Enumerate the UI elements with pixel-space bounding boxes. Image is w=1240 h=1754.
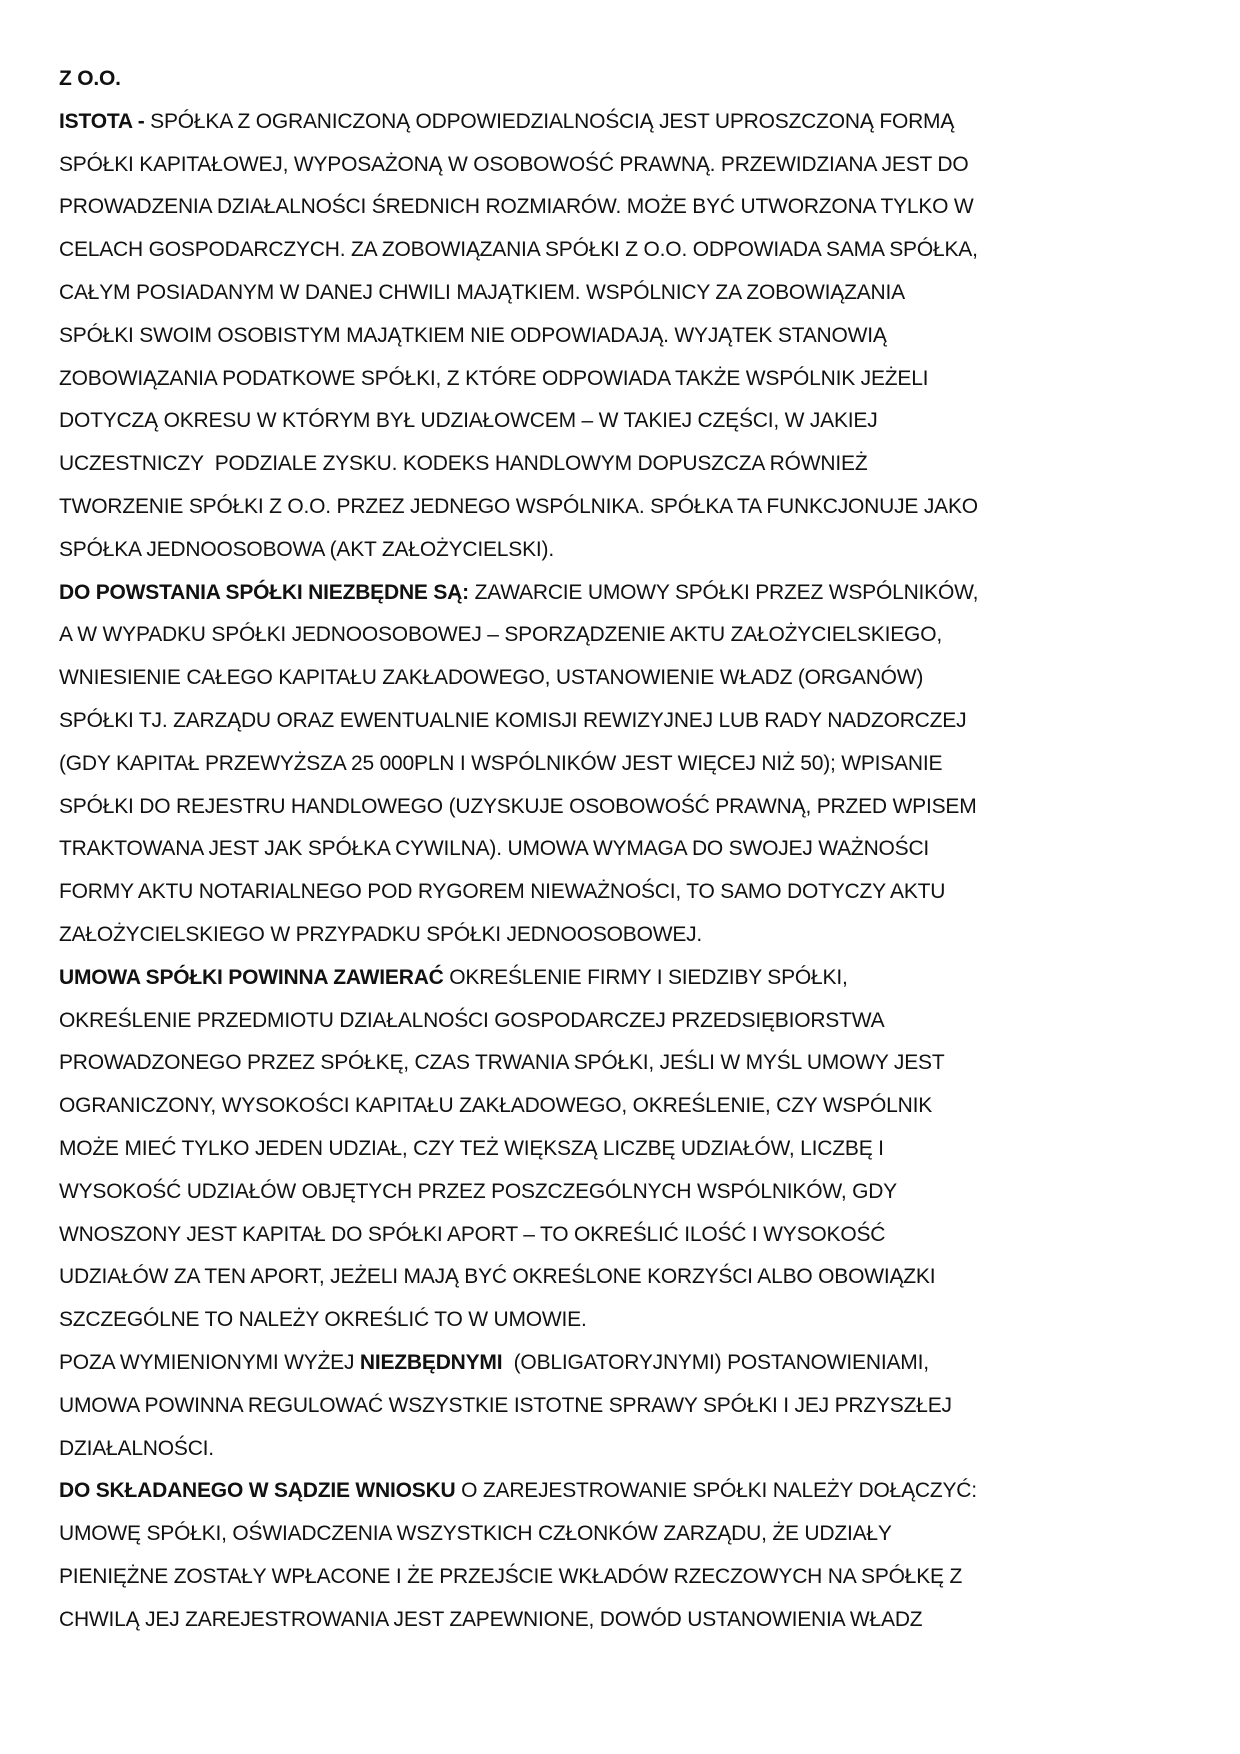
text-segment: (GDY KAPITAŁ PRZEWYŻSZA 25 000PLN I WSPÓLNIKÓW JEST WIĘCEJ NIŻ 50); WPISANIE (59, 751, 943, 775)
text-segment: (OBLIGATORYJNYMI) POSTANOWIENIAMI, (502, 1350, 929, 1374)
text-line (59, 1556, 1179, 1599)
text-segment: UDZIAŁÓW ZA TEN APORT, JEŻELI MAJĄ BYĆ OKREŚLONE KORZYŚCI ALBO OBOWIĄZKI (59, 1265, 936, 1289)
text-segment: POZA WYMIENIONYMI WYŻEJ (59, 1350, 360, 1374)
text-segment: DOTYCZĄ OKRESU W KTÓRYM BYŁ UDZIAŁOWCEM – W TAKIEJ CZĘŚCI, W JAKIEJ (59, 409, 878, 433)
text-line (59, 1599, 1179, 1642)
text-segment: OKREŚLENIE FIRMY I SIEDZIBY SPÓŁKI, (449, 965, 848, 989)
bold-lead: ISTOTA - (59, 109, 151, 133)
text-line (59, 358, 1179, 401)
text-segment: UMOWA POWINNA REGULOWAĆ WSZYSTKIE ISTOTNE SPRAWY SPÓŁKI I JEJ PRZYSZŁEJ (59, 1393, 952, 1417)
text-line (59, 315, 1179, 358)
text-segment: A W WYPADKU SPÓŁKI JEDNOOSOBOWEJ – SPORZĄDZENIE AKTU ZAŁOŻYCIELSKIEGO, (59, 623, 942, 647)
text-segment: SPÓŁKA JEDNOOSOBOWA (AKT ZAŁOŻYCIELSKI). (59, 537, 554, 561)
text-line (59, 272, 1179, 315)
bold-lead: UMOWA SPÓŁKI POWINNA ZAWIERAĆ (59, 965, 450, 989)
text-segment: O ZAREJESTROWANIE SPÓŁKI NALEŻY DOŁĄCZYĆ: (461, 1479, 977, 1503)
text-segment: SPÓŁKI DO REJESTRU HANDLOWEGO (UZYSKUJE OSOBOWOŚĆ PRAWNĄ, PRZED WPISEM (59, 794, 977, 818)
text-line (59, 101, 1179, 144)
text-line (59, 871, 1179, 914)
text-segment: DZIAŁALNOŚCI. (59, 1436, 214, 1460)
text-line (59, 1214, 1179, 1257)
text-segment: CHWILĄ JEJ ZAREJESTROWANIA JEST ZAPEWNIONE, DOWÓD USTANOWIENIA WŁADZ (59, 1607, 923, 1631)
text-line (59, 144, 1179, 187)
text-segment: SPÓŁKI SWOIM OSOBISTYM MAJĄTKIEM NIE ODPOWIADAJĄ. WYJĄTEK STANOWIĄ (59, 323, 887, 347)
text-segment: PIENIĘŻNE ZOSTAŁY WPŁACONE I ŻE PRZEJŚCIE WKŁADÓW RZECZOWYCH NA SPÓŁKĘ Z (59, 1564, 963, 1588)
text-segment: SZCZEGÓLNE TO NALEŻY OKREŚLIĆ TO W UMOWIE. (59, 1308, 587, 1332)
text-line (59, 186, 1179, 229)
text-segment: TWORZENIE SPÓŁKI Z O.O. PRZEZ JEDNEGO WSPÓLNIKA. SPÓŁKA TA FUNKCJONUJE JAKO (59, 494, 978, 518)
text-segment: PROWADZENIA DZIAŁALNOŚCI ŚREDNICH ROZMIARÓW. MOŻE BYĆ UTWORZONA TYLKO W (59, 195, 974, 219)
text-segment: OGRANICZONY, WYSOKOŚCI KAPITAŁU ZAKŁADOWEGO, OKREŚLENIE, CZY WSPÓLNIK (59, 1094, 933, 1118)
text-segment: WYSOKOŚĆ UDZIAŁÓW OBJĘTYCH PRZEZ POSZCZEGÓLNYCH WSPÓLNIKÓW, GDY (59, 1179, 897, 1203)
text-line (59, 1428, 1179, 1471)
text-segment: PROWADZONEGO PRZEZ SPÓŁKĘ, CZAS TRWANIA SPÓŁKI, JEŚLI W MYŚL UMOWY JEST (59, 1051, 945, 1075)
text-line (59, 1513, 1179, 1556)
text-line (59, 443, 1179, 486)
text-line (59, 614, 1179, 657)
text-line (59, 1128, 1179, 1171)
text-line (59, 1342, 1179, 1385)
text-line (59, 1171, 1179, 1214)
text-line (59, 1085, 1179, 1128)
text-segment: FORMY AKTU NOTARIALNEGO POD RYGOREM NIEWAŻNOŚCI, TO SAMO DOTYCZY AKTU (59, 880, 946, 904)
text-segment: UCZESTNICZY PODZIALE ZYSKU. KODEKS HANDLOWYM DOPUSZCZA RÓWNIEŻ (59, 452, 868, 476)
text-line (59, 400, 1179, 443)
text-line (59, 957, 1179, 1000)
text-line (59, 1470, 1179, 1513)
text-segment: WNIESIENIE CAŁEGO KAPITAŁU ZAKŁADOWEGO, USTANOWIENIE WŁADZ (ORGANÓW) (59, 666, 924, 690)
text-line (59, 1256, 1179, 1299)
text-segment: CAŁYM POSIADANYM W DANEJ CHWILI MAJĄTKIEM. WSPÓLNICY ZA ZOBOWIĄZANIA (59, 280, 905, 304)
text-segment: CELACH GOSPODARCZYCH. ZA ZOBOWIĄZANIA SPÓŁKI Z O.O. ODPOWIADA SAMA SPÓŁKA, (59, 238, 978, 262)
text-segment: SPÓŁKI KAPITAŁOWEJ, WYPOSAŻONĄ W OSOBOWOŚĆ PRAWNĄ. PRZEWIDZIANA JEST DO (59, 152, 969, 176)
text-line (59, 657, 1179, 700)
text-segment: SPÓŁKA Z OGRANICZONĄ ODPOWIEDZIALNOŚCIĄ JEST UPROSZCZONĄ FORMĄ (150, 109, 955, 133)
text-line (59, 1385, 1179, 1428)
text-segment: ZAWARCIE UMOWY SPÓŁKI PRZEZ WSPÓLNIKÓW, (474, 580, 979, 604)
text-line (59, 700, 1179, 743)
text-segment: ZOBOWIĄZANIA PODATKOWE SPÓŁKI, Z KTÓRE ODPOWIADA TAKŻE WSPÓLNIK JEŻELI (59, 366, 929, 390)
text-segment: OKREŚLENIE PRZEDMIOTU DZIAŁALNOŚCI GOSPODARCZEJ PRZEDSIĘBIORSTWA (59, 1008, 885, 1032)
text-line (59, 1299, 1179, 1342)
text-segment: SPÓŁKI TJ. ZARZĄDU ORAZ EWENTUALNIE KOMISJI REWIZYJNEJ LUB RADY NADZORCZEJ (59, 708, 967, 732)
text-line (59, 486, 1179, 529)
text-segment: TRAKTOWANA JEST JAK SPÓŁKA CYWILNA). UMOWA WYMAGA DO SWOJEJ WAŻNOŚCI (59, 837, 930, 861)
text-segment: MOŻE MIEĆ TYLKO JEDEN UDZIAŁ, CZY TEŻ WIĘKSZĄ LICZBĘ UDZIAŁÓW, LICZBĘ I (59, 1136, 884, 1160)
text-line (59, 529, 1179, 572)
text-line (59, 229, 1179, 272)
text-line (59, 1042, 1179, 1085)
document-page (59, 58, 1179, 1641)
text-line (59, 786, 1179, 829)
text-line (59, 572, 1179, 615)
text-line (59, 914, 1179, 957)
text-line (59, 828, 1179, 871)
text-segment: WNOSZONY JEST KAPITAŁ DO SPÓŁKI APORT – TO OKREŚLIĆ ILOŚĆ I WYSOKOŚĆ (59, 1222, 886, 1246)
bold-lead: DO POWSTANIA SPÓŁKI NIEZBĘDNE SĄ: (59, 580, 475, 604)
text-segment: UMOWĘ SPÓŁKI, OŚWIADCZENIA WSZYSTKICH CZŁONKÓW ZARZĄDU, ŻE UDZIAŁY (59, 1522, 892, 1546)
bold-lead: DO SKŁADANEGO W SĄDZIE WNIOSKU (59, 1479, 462, 1503)
text-line (59, 743, 1179, 786)
text-segment: ZAŁOŻYCIELSKIEGO W PRZYPADKU SPÓŁKI JEDNOOSOBOWEJ. (59, 922, 703, 946)
text-line (59, 1000, 1179, 1043)
document-body (59, 101, 1179, 1642)
document-heading: Z O.O. (59, 67, 121, 90)
bold-lead: NIEZBĘDNYMI (359, 1350, 503, 1374)
